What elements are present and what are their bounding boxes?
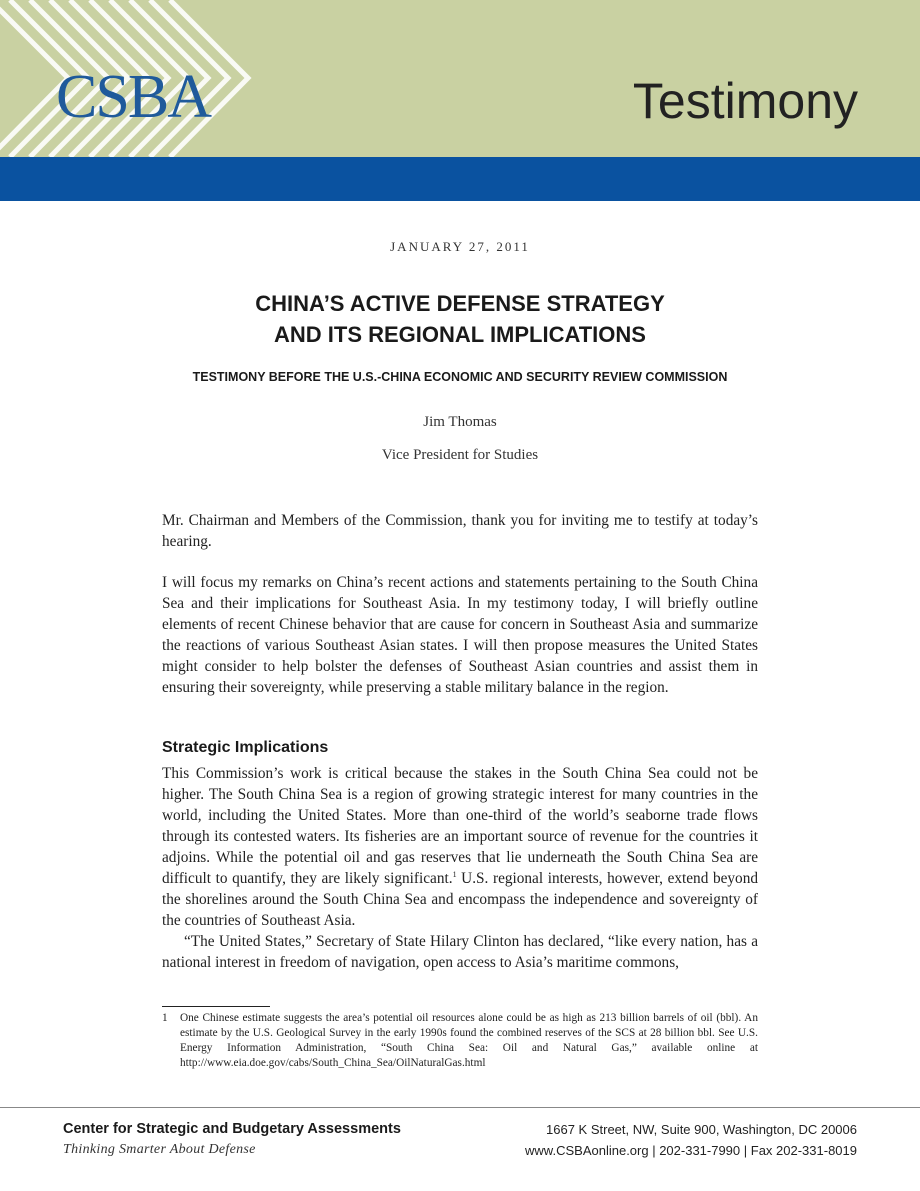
section-heading: Strategic Implications: [162, 739, 329, 756]
header-band: [0, 0, 920, 157]
page-title: [0, 288, 920, 350]
footnote: [162, 1011, 758, 1071]
footnote-text: One Chinese estimate suggests the area’s potential oil resources alone could be as high as 213 billion barrels of oil (bbl). An estimate by the U.S. Geological Survey in the early 1990s found the combined reserves of the SCS at 28 billion bbl. See U.S. Energy Information Administration, “South China Sea: Oil and Natural Gas,” available online at http://www.eia.doe.gov/cabs/South_China_Sea/OilNaturalGas.html: [180, 1012, 758, 1069]
paragraph-intro: [162, 510, 758, 552]
footer-address: 1667 K Street, NW, Suite 900, Washington, DC 20006: [546, 1122, 857, 1137]
paragraph-focus: [162, 572, 758, 698]
footnote-divider: [162, 1006, 270, 1007]
author-role: Vice President for Studies: [381, 447, 539, 463]
paragraph-text: Mr. Chairman and Members of the Commission, thank you for inviting me to testify at today’s hearing.: [162, 512, 758, 550]
blue-band: [0, 157, 920, 201]
page-subtitle: TESTIMONY BEFORE THE U.S.-CHINA ECONOMIC AND SECURITY REVIEW COMMISSION: [192, 370, 728, 384]
footnote-ref[interactable]: 1: [452, 869, 457, 879]
footer-contact: www.CSBAonline.org | 202-331-7990 | Fax 202-331-8019: [525, 1143, 857, 1158]
author-name: Jim Thomas: [423, 414, 497, 430]
paragraph-text: [162, 763, 758, 931]
title-line-2: AND ITS REGIONAL IMPLICATIONS: [274, 322, 646, 347]
paragraph-text: I will focus my remarks on China’s recent actions and statements pertaining to the South China Sea and their implications for Southeast Asia. In my testimony today, I will briefly outline elements of recent Chinese behavior that are cause for concern in Southeast Asia and summarize the reactions of various Southeast Asian states. I will then propose measures the United States might consider to help bolster the defenses of Southeast Asian countries and assist them in ensuring their sovereignty, while preserving a stable military balance in the region.: [162, 574, 758, 696]
document-date: JANUARY 27, 2011: [390, 239, 530, 254]
paragraph-text-part: U.S. regional interests, however, extend beyond the shorelines around the South China Sea and encompass the independence and sovereignty of the countries of Southeast Asia.: [162, 870, 758, 929]
csba-logo: CSBA: [56, 63, 210, 131]
document-type: Testimony: [632, 73, 858, 129]
paragraph-quote: “The United States,” Secretary of State Hilary Clinton has declared, “like every nation, has a national interest in freedom of navigation, open access to Asia’s maritime commons,: [162, 933, 758, 971]
paragraph-text-part: This Commission’s work is critical because the stakes in the South China Sea could not be higher. The South China Sea is a region of growing strategic interest for many countries in the world, including the United States. More than one-third of the world’s seaborne trade flows through its contested waters. Its fisheries are an important source of revenue for the countries it adjoins. While the potential oil and gas reserves that lie underneath the South China Sea are difficult to quantify, they are likely significant.: [162, 765, 758, 887]
footnote-number: 1: [162, 1012, 168, 1024]
footer-tagline: Thinking Smarter About Defense: [63, 1142, 256, 1157]
footer-org-name: Center for Strategic and Budgetary Assessments: [63, 1121, 401, 1137]
paragraph-strategic: [162, 763, 758, 973]
title-line-1: CHINA’S ACTIVE DEFENSE STRATEGY: [255, 291, 665, 316]
footer-divider: [0, 1107, 920, 1108]
